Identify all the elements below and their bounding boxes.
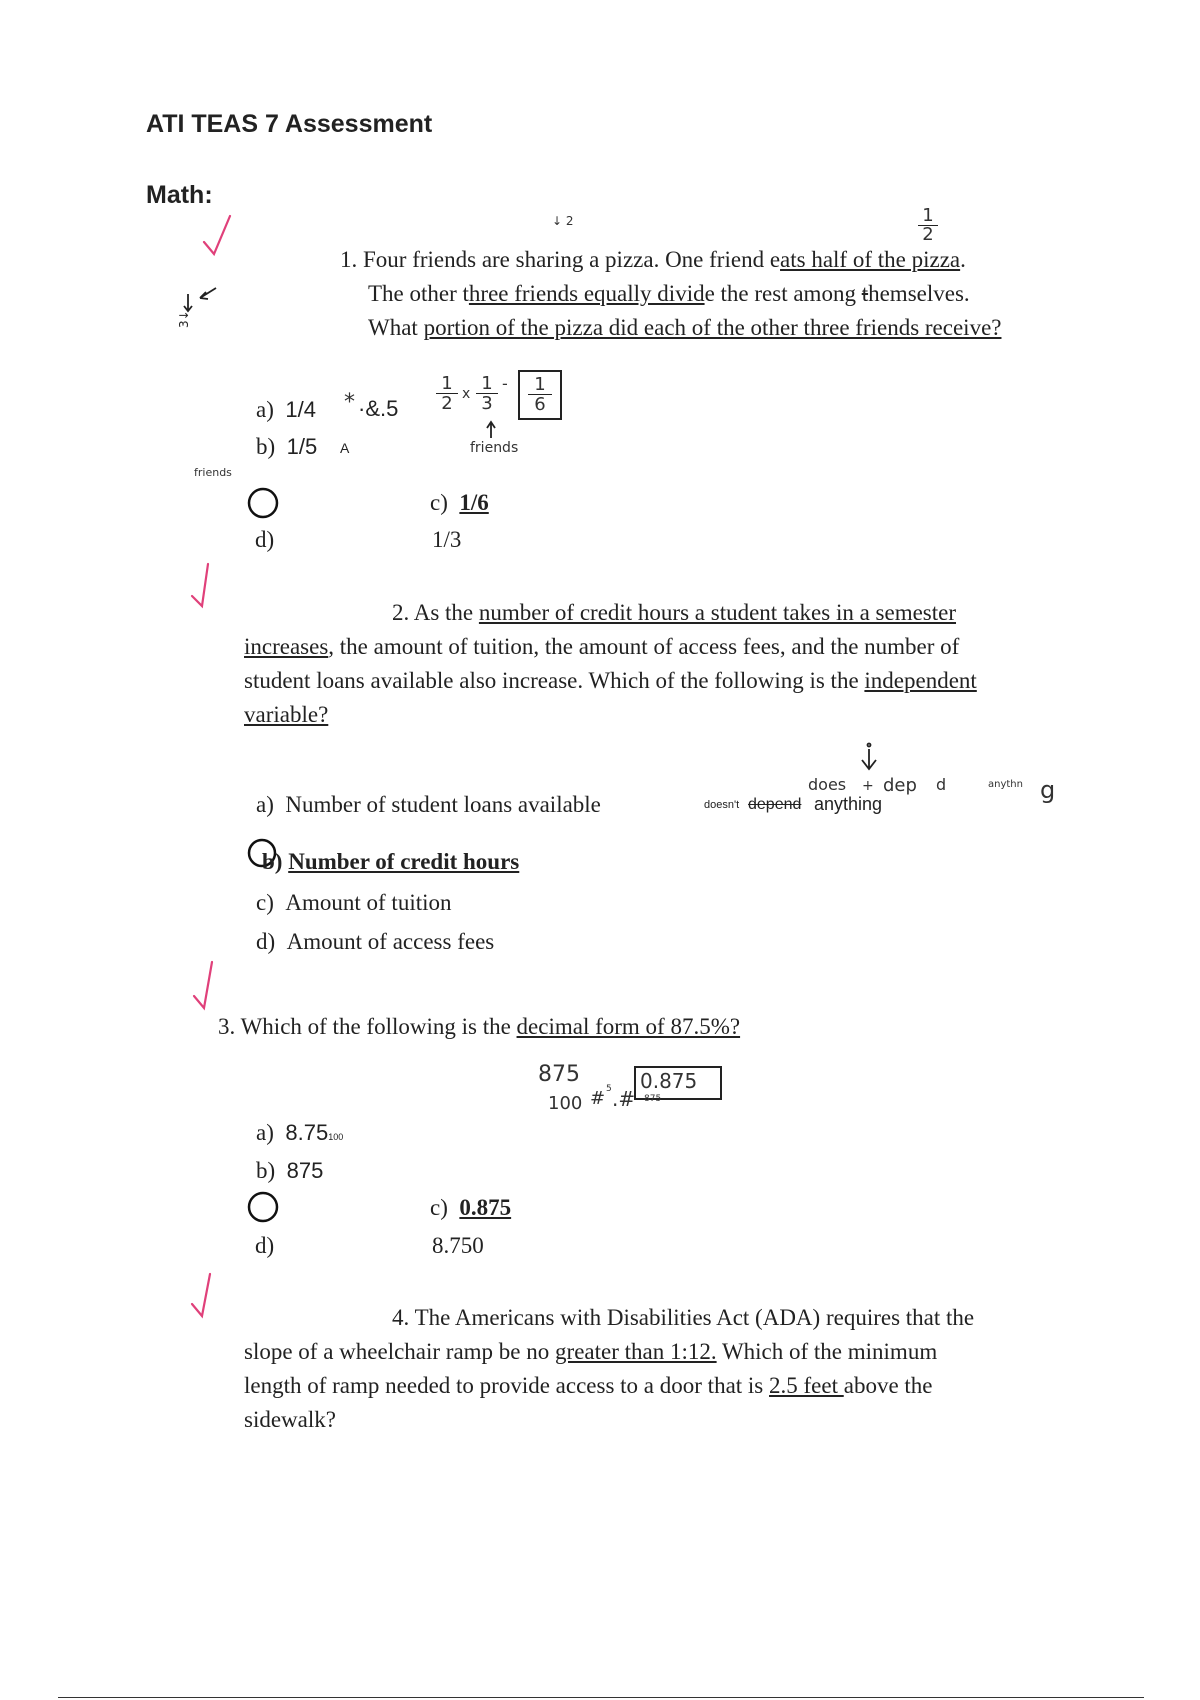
q1-number: 1. bbox=[340, 247, 358, 272]
star-note: * bbox=[344, 390, 355, 415]
q3-option-a[interactable]: a) 8.75100 bbox=[256, 1120, 344, 1145]
checkmark-icon bbox=[188, 1270, 218, 1322]
dep-note: dep bbox=[883, 775, 917, 796]
checkmark-icon bbox=[200, 212, 236, 262]
q1-option-d-letter[interactable]: d) bbox=[255, 527, 275, 552]
side-mark-note: 3↓ bbox=[177, 310, 191, 328]
q2-option-c[interactable]: c) Amount of tuition bbox=[256, 890, 452, 915]
q2-option-d[interactable]: d) Amount of access fees bbox=[256, 929, 495, 954]
section-heading: Math: bbox=[146, 181, 213, 209]
boxed-decimal-note: 0.875 bbox=[634, 1066, 722, 1100]
down-arrow-note-icon bbox=[858, 742, 880, 772]
anyth-note: anythn bbox=[988, 779, 1023, 790]
half-fraction-note: 1 2 bbox=[918, 207, 938, 244]
a-mark-note: A bbox=[340, 440, 350, 456]
superscript-note: 5 bbox=[606, 1084, 612, 1094]
question-4-text: 4. The Americans with Disabilities Act (ADA) requires that the slope of a wheelchair ramp be no greater than 1:12. Which of the minimum length of ramp needed to provide access to a door that is 2.5 feet above the sidewalk? bbox=[244, 1305, 975, 1432]
depend-note: depend bbox=[748, 796, 802, 813]
times-note: x bbox=[462, 386, 471, 402]
checkmark-icon bbox=[190, 958, 220, 1014]
question-2-text: 2. As the number of credit hours a student takes in a semester increases, the amount of tuition, the amount of access fees, and the number of student loans available also increase. Which of the following is the independent variable? bbox=[244, 600, 977, 727]
calc-denominator-note: 100 bbox=[548, 1093, 583, 1114]
page-bottom-divider bbox=[58, 1697, 1144, 1698]
plus-note: + bbox=[862, 778, 874, 794]
fraction-half-note: 1 2 bbox=[436, 374, 458, 413]
q2-option-a[interactable]: a) Number of student loans available bbox=[256, 792, 601, 817]
q3-option-b[interactable]: b) 875 bbox=[256, 1158, 324, 1183]
document-title: ATI TEAS 7 Assessment bbox=[146, 110, 433, 138]
question-3-text: 3. Which of the following is the decimal form of 87.5%? bbox=[218, 1014, 741, 1039]
friends-left-note: friends bbox=[194, 466, 232, 479]
circle-selection-icon[interactable] bbox=[246, 1190, 280, 1224]
circle-selection-icon[interactable] bbox=[246, 486, 280, 520]
up-arrow-note-icon bbox=[484, 420, 498, 440]
q1-option-c[interactable]: c) 1/6 bbox=[430, 490, 489, 515]
boxed-answer-note: 1 6 bbox=[518, 370, 562, 420]
question-1-text: 1. Four friends are sharing a pizza. One friend eats half of the pizza. The other three friends equally divide the rest among themselves. What portion of the pizza did each of the other three friends receive? bbox=[340, 247, 1002, 340]
small-875-note: 875 bbox=[644, 1094, 662, 1104]
friends-under-note: friends bbox=[470, 440, 519, 456]
calc-numerator-note: 875 bbox=[538, 1062, 580, 1087]
side-arrow-note-icon bbox=[170, 284, 222, 340]
q1-option-b[interactable]: b) 1/5 bbox=[256, 434, 318, 459]
q2-number: 2. bbox=[392, 600, 410, 625]
hash-note: # bbox=[590, 1088, 606, 1109]
g-note: g bbox=[1040, 776, 1056, 804]
q3-number: 3. bbox=[218, 1014, 236, 1039]
anything-note: anything bbox=[814, 794, 883, 814]
q4-number: 4. bbox=[392, 1305, 410, 1330]
q1-top-note: ↓ 2 bbox=[552, 214, 574, 228]
d-note: d bbox=[936, 775, 947, 794]
q3-option-c[interactable]: c) 0.875 bbox=[430, 1195, 512, 1220]
q2-option-b[interactable]: b) Number of credit hours bbox=[262, 849, 520, 874]
q1-option-d-text[interactable]: 1/3 bbox=[432, 527, 462, 552]
hash2-note: .# bbox=[612, 1087, 636, 1111]
doesnt-note: doesn't bbox=[704, 799, 740, 811]
does-note: does bbox=[808, 775, 847, 794]
q3-option-d-letter[interactable]: d) bbox=[255, 1233, 275, 1258]
checkmark-icon bbox=[188, 560, 218, 612]
q3-option-d-text[interactable]: 8.750 bbox=[432, 1233, 484, 1258]
amp-note: ·&.5 bbox=[358, 396, 399, 421]
dash-note: - bbox=[502, 374, 508, 393]
fraction-third-note: 1 3 bbox=[476, 374, 498, 413]
q1-option-a[interactable]: a) 1/4 bbox=[256, 397, 316, 422]
